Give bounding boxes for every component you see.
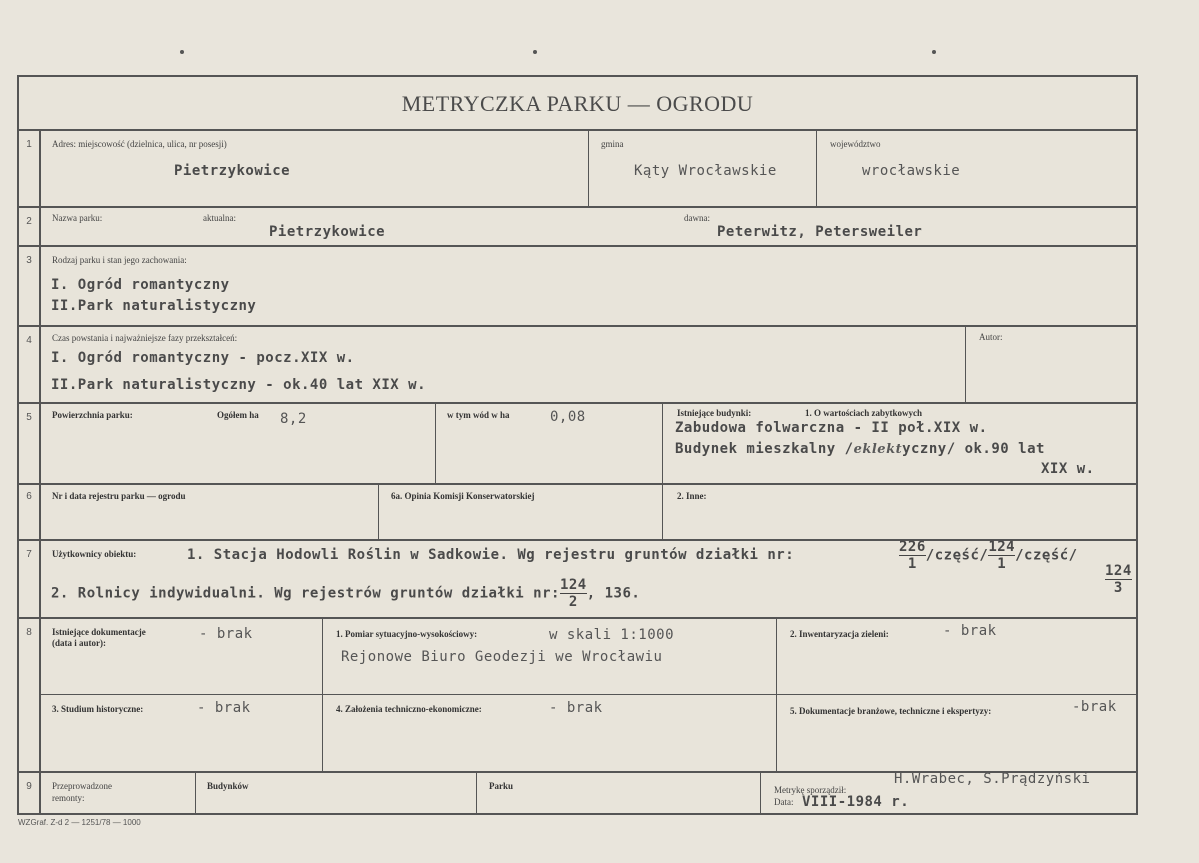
row-number: 3 (26, 255, 32, 266)
number-column-line (39, 129, 41, 815)
fraction-denominator: 2 (568, 594, 578, 610)
docs-value: - brak (199, 626, 253, 642)
row-number: 7 (26, 549, 32, 560)
inner-divider (39, 694, 1136, 695)
history-value: - brak (197, 700, 251, 716)
users-label: Użytkownicy obiektu: (52, 549, 137, 559)
voivodeship-value: wrocławskie (862, 163, 961, 179)
part-text: /część/ (1015, 547, 1078, 564)
parcel-fraction-3 (1105, 563, 1132, 596)
park-name-label: Nazwa parku: (52, 213, 103, 223)
park-repairs-label: Parku (489, 781, 514, 791)
parcel-fraction (988, 539, 1015, 572)
prepared-by-value: H.Wrabec, S.Prądzyński (894, 771, 1091, 787)
date-label: Data: (774, 797, 794, 807)
address-value: Pietrzykowice (174, 163, 291, 179)
parcel-fraction (560, 577, 587, 610)
gmina-value: Kąty Wrocławskie (634, 163, 777, 179)
parcel-fraction (899, 539, 926, 572)
tech-value: - brak (549, 700, 603, 716)
buildings-line-2b: yczny/ ok.90 lat (902, 441, 1045, 457)
users-line-1-parcels (899, 539, 1078, 572)
print-footer: WZGraf. Z-d 2 — 1251/78 — 1000 (18, 818, 141, 827)
gmina-label: gmina (601, 139, 624, 149)
origin-line-2: II.Park naturalistyczny - ok.40 lat XIX w. (51, 377, 427, 393)
fraction-numerator: 124 (559, 577, 587, 593)
row-number: 4 (26, 335, 32, 346)
total-area-label: Ogółem ha (217, 410, 259, 420)
history-label: 3. Studium historyczne: (52, 704, 144, 714)
repairs-label-2: remonty: (52, 793, 85, 803)
buildings-line-1: Zabudowa folwarczna - II poł.XIX w. (675, 420, 988, 436)
punch-mark (932, 50, 936, 54)
prepared-by-label: Metrykę sporządził: (774, 785, 847, 795)
date-value: VIII-1984 r. (802, 794, 910, 810)
branch-docs-value: -brak (1072, 699, 1117, 715)
users-line-2 (51, 577, 640, 610)
row-number: 5 (26, 412, 32, 423)
park-type-label: Rodzaj parku i stan jego zachowania: (52, 255, 187, 265)
address-label: Adres: miejscowość (dzielnica, ulica, nr posesji) (52, 139, 227, 149)
row-divider (19, 402, 1136, 404)
author-label: Autor: (979, 332, 1003, 342)
cell-divider (322, 617, 323, 771)
punch-mark (180, 50, 184, 54)
docs-label-2: (data i autor): (52, 638, 106, 648)
cell-divider (588, 129, 589, 206)
survey-value: w skali 1:1000 (549, 627, 675, 643)
form-title: METRYCZKA PARKU — OGRODU (401, 91, 754, 116)
row-number: 1 (26, 139, 32, 150)
cell-divider (662, 402, 663, 483)
cell-divider (662, 483, 663, 539)
users-line-1 (187, 547, 794, 563)
fraction-denominator: 3 (1113, 580, 1123, 596)
row-divider (19, 245, 1136, 247)
punch-mark (533, 50, 537, 54)
origin-label: Czas powstania i najważniejsze fazy przekształceń: (52, 333, 238, 343)
row-number: 8 (26, 627, 32, 638)
buildings-label: Istniejące budynki: (677, 408, 752, 418)
handwritten-insert: eklekt (853, 442, 903, 457)
users-line-2-end: , 136. (586, 585, 641, 602)
fraction-denominator: 1 (907, 556, 917, 572)
other-label: 2. Inne: (677, 491, 707, 501)
row-divider (19, 325, 1136, 327)
buildings-sub-label: 1. O wartościach zabytkowych (805, 408, 922, 418)
row-number: 2 (26, 216, 32, 227)
current-name-label: aktualna: (203, 213, 236, 223)
park-type-line-2: II.Park naturalistyczny (51, 298, 257, 314)
park-type-line-1: I. Ogród romantyczny (51, 277, 230, 293)
cell-divider (965, 325, 966, 402)
voivodeship-label: województwo (830, 139, 881, 149)
buildings-line-2 (675, 441, 1045, 457)
current-name-value: Pietrzykowice (269, 224, 386, 240)
cell-divider (195, 771, 196, 815)
row-number: 9 (26, 781, 32, 792)
row-divider (19, 617, 1136, 619)
tech-label: 4. Założenia techniczno-ekonomiczne: (336, 704, 482, 714)
repairs-label-1: Przeprowadzone (52, 781, 112, 791)
users-line-1-text: 1. Stacja Hodowli Roślin w Sadkowie. Wg rejestru gruntów działki nr: (187, 547, 795, 563)
survey-label: 1. Pomiar sytuacyjno-wysokościowy: (336, 629, 478, 639)
opinion-label: 6a. Opinia Komisji Konserwatorskiej (391, 491, 535, 501)
branch-docs-label: 5. Dokumentacje branżowe, techniczne i ekspertyzy: (790, 706, 992, 716)
fraction-numerator: 124 (1105, 563, 1132, 579)
cell-divider (435, 402, 436, 483)
origin-line-1: I. Ogród romantyczny - pocz.XIX w. (51, 350, 355, 366)
water-area-value: 0,08 (550, 409, 586, 425)
inventory-label: 2. Inwentaryzacja zieleni: (790, 629, 889, 639)
buildings-repairs-label: Budynków (207, 781, 249, 791)
former-name-label: dawna: (684, 213, 710, 223)
fraction-denominator: 1 (997, 556, 1007, 572)
row-divider (19, 206, 1136, 208)
total-area-value: 8,2 (280, 411, 307, 427)
fraction-numerator: 124 (988, 539, 1016, 555)
parcel-fraction (1105, 563, 1132, 596)
area-label: Powierzchnia parku: (52, 410, 133, 420)
row-divider (19, 483, 1136, 485)
water-area-label: w tym wód w ha (447, 410, 510, 420)
docs-label-1: Istniejące dokumentacje (52, 627, 146, 637)
former-name-value: Peterwitz, Petersweiler (717, 224, 923, 240)
row-number: 6 (26, 491, 32, 502)
part-text: /część/ (925, 547, 989, 564)
cell-divider (378, 483, 379, 539)
cell-divider (476, 771, 477, 815)
inventory-value: - brak (943, 623, 997, 639)
register-label: Nr i data rejestru parku — ogrodu (52, 491, 186, 501)
buildings-line-2a: Budynek mieszkalny / (675, 441, 854, 457)
fraction-numerator: 226 (899, 539, 926, 555)
cell-divider (816, 129, 817, 206)
form-frame (17, 75, 1138, 815)
users-line-2-text: 2. Rolnicy indywidualni. Wg rejestrów gruntów działki nr: (51, 585, 560, 602)
cell-divider (776, 617, 777, 771)
survey-office: Rejonowe Biuro Geodezji we Wrocławiu (341, 649, 663, 665)
buildings-line-3: XIX w. (1041, 461, 1095, 477)
cell-divider (760, 771, 761, 815)
row-divider (19, 129, 1136, 131)
